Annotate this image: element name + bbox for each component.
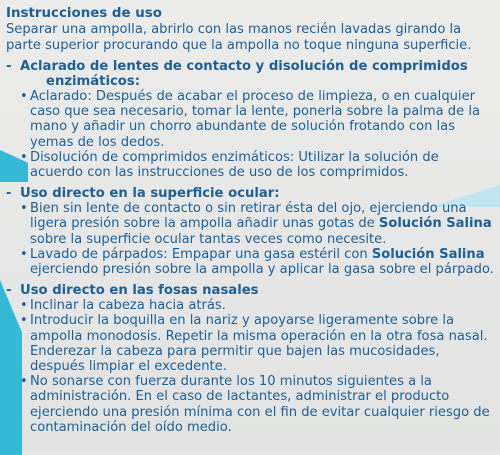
section-dash: - — [6, 59, 12, 74]
list-item: • No sonarse con fuerza durante los 10 minutos siguientes a la administración. En el caso de lactantes, administrar el producto ejerciendo una presión mínima con el fin de evitar cualquier riesgo de contaminación del oído medio. — [20, 374, 494, 435]
page-title: Instrucciones de uso — [6, 6, 162, 21]
list-item: • Aclarado: Después de acabar el proceso de limpieza, o en cualquier caso que sea necesario, tomar la lente, ponerla sobre la palma de la mano y añadir un chorro abundante de solución frotando con las yemas de los dedos. — [20, 89, 494, 150]
section-dash: - — [6, 283, 12, 299]
instructions-content — [6, 6, 494, 441]
list-item: • Disolución de comprimidos enzimáticos: Utilizar la solución de acuerdo con las instrucciones de uso de los comprimidos. — [20, 150, 494, 180]
section-list — [6, 201, 494, 277]
list-item-text: Bien sin lente de contacto o sin retirar ésta del ojo, ejerciendo una ligera presión sobre la ampolla añadir unas gotas de — [30, 201, 467, 232]
product-name: Solución Salina — [378, 216, 492, 232]
list-item — [20, 247, 494, 277]
list-item-text: Lavado de párpados: Empapar una gasa estéril con — [30, 246, 372, 262]
section-heading — [6, 59, 494, 74]
list-item-text: sobre la superficie ocular tantas veces como necesite. — [30, 231, 387, 247]
section-dash: - — [6, 186, 12, 202]
section-list — [6, 298, 494, 435]
section-heading-continued: enzimáticos: — [46, 74, 140, 89]
section-heading-text: Uso directo en la superficie ocular: — [20, 186, 280, 202]
section-heading — [6, 283, 494, 298]
section-heading — [6, 186, 494, 201]
list-item-text: ejerciendo presión sobre la ampolla y aplicar la gasa sobre el párpado. — [30, 262, 494, 278]
intro-text: Separar una ampolla, abrirlo con las manos recién lavadas girando la parte superior procurando que la ampolla no toque ninguna superficie. — [6, 22, 472, 53]
list-item: • Inclinar la cabeza hacia atrás. — [20, 298, 494, 313]
section-list — [6, 89, 494, 180]
product-name: Solución Salina — [371, 246, 485, 262]
section-heading-text: Uso directo en las fosas nasales — [20, 283, 259, 299]
list-item — [20, 201, 494, 247]
list-item: • Introducir la boquilla en la nariz y apoyarse ligeramente sobre la ampolla monodosis. Repetir la misma operación en la otra fosa nasal. Enderezar la cabeza para permitir que bajen las mucosidades, después limpiar el excedente. — [20, 313, 494, 374]
section-heading-text: Aclarado de lentes de contacto y disolución de comprimidos — [20, 59, 468, 74]
